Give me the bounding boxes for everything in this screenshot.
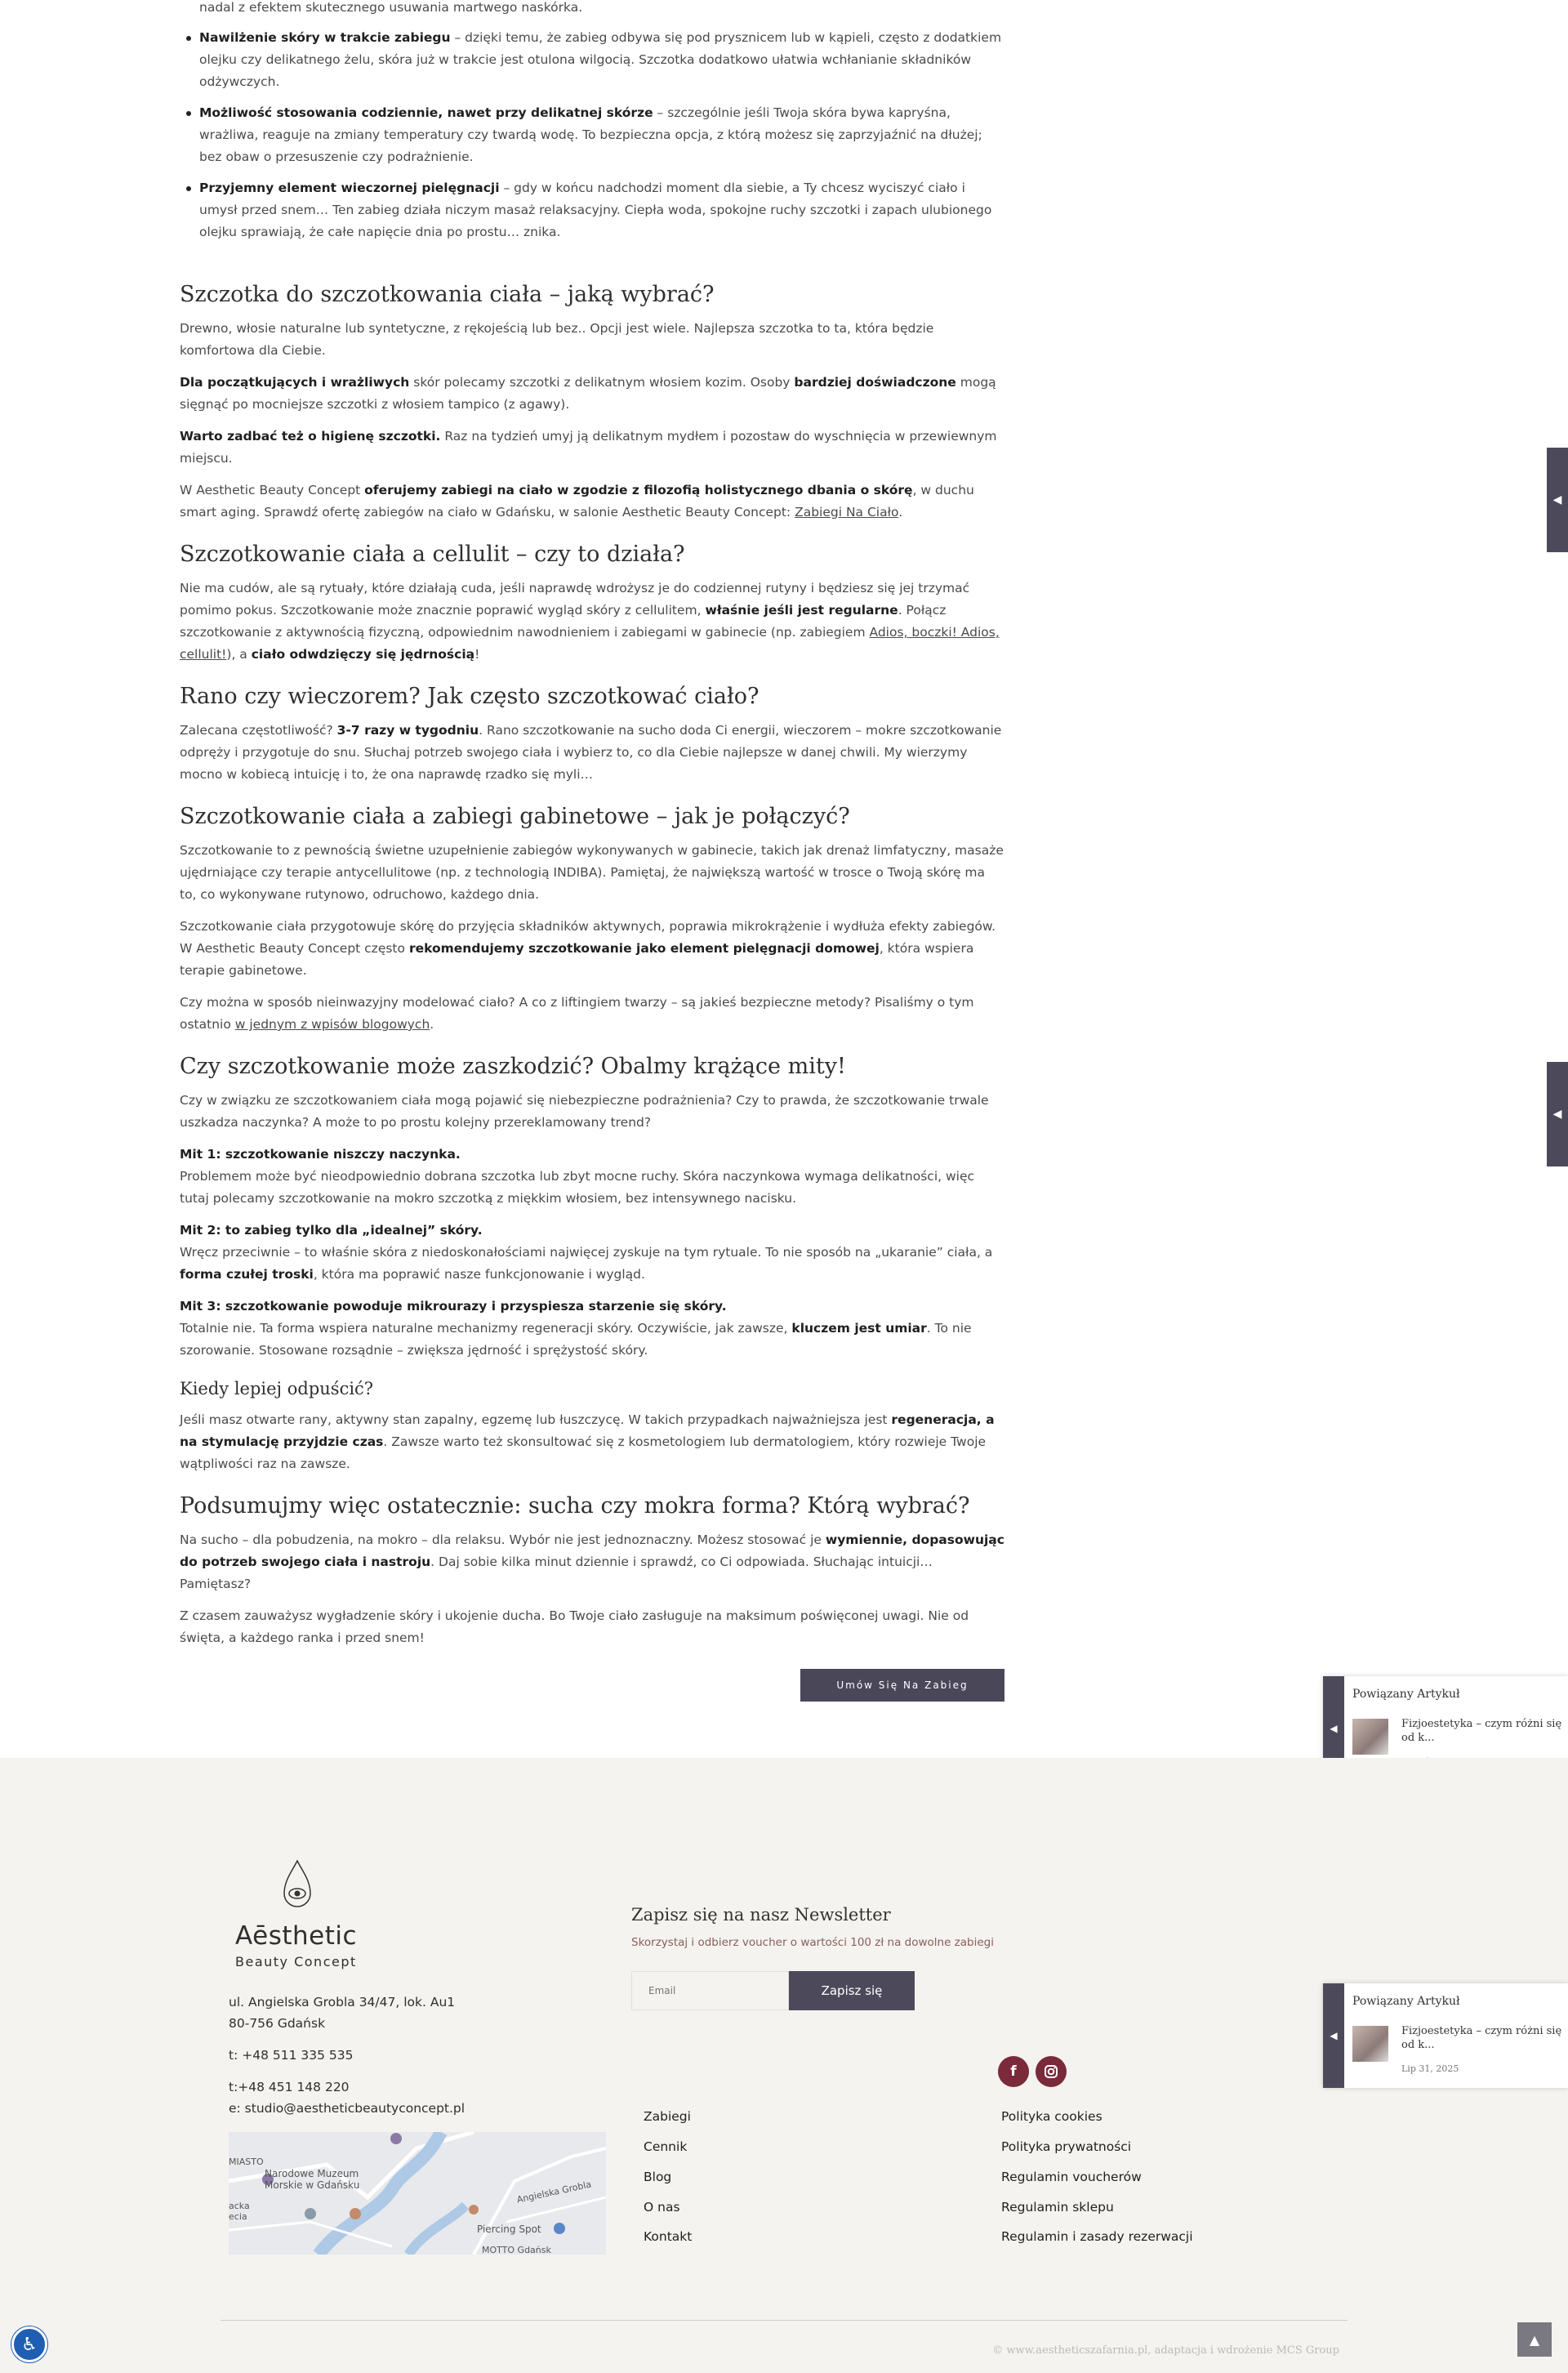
accessibility-icon[interactable]: ♿	[11, 2326, 47, 2362]
blog-post-link[interactable]: w jednym z wpisów blogowych	[234, 1017, 430, 1032]
myth-2: Mit 2: to zabieg tylko dla „idealnej” skóry. Wręcz przeciwnie – to właśnie skóra z niedoskonałościami najwięcej zyskuje na tym rytuale. To nie sposób na „ukaranie” ciała, a forma czułej troski, która ma poprawić nasze funkcjonowanie i wygląd.	[180, 1223, 993, 1282]
heading-when: Rano czy wieczorem? Jak często szczotkować ciało?	[180, 684, 760, 709]
list-item: Nawilżenie skóry w trakcie zabiegu – dzięki temu, że zabieg odbywa się pod prysznicem lub w kąpieli, często z dodatkiem olejku czy delikatnego żelu, skóra już w trakcie jest otulona wilgocią. Szczotka dodatkowo ułatwia wchłanianie składników odżywczych.	[199, 27, 1004, 93]
footer-link-cookies[interactable]: Polityka cookies	[1001, 2109, 1102, 2124]
paragraph: Szczotkowanie ciała przygotowuje skórę do przyjęcia składników aktywnych, poprawia mikrokrążenie i wydłuża efekty zabiegów. W Aesthetic Beauty Concept często rekomendujemy szczotkowanie jako element pielęgnacji domowej, która wspiera terapie gabinetowe.	[180, 919, 996, 978]
map-label: acka ecia	[229, 2201, 250, 2222]
heading-salon: Szczotkowanie ciała a zabiegi gabinetowe – jak je połączyć?	[180, 804, 850, 829]
intro-tail: nadal z efektem skutecznego usuwania martwego naskórka.	[199, 0, 583, 15]
footer-link-cennik[interactable]: Cennik	[644, 2139, 688, 2154]
map-label: Angielska Grobla	[515, 2179, 593, 2206]
related-thumbnail[interactable]	[1352, 2026, 1388, 2062]
adios-link[interactable]: Adios, boczki! Adios, cellulit!	[180, 625, 1000, 662]
footer-link-blog[interactable]: Blog	[644, 2170, 672, 2184]
paragraph: Z czasem zauważysz wygładzenie skóry i ukojenie ducha. Bo Twoje ciało zasługuje na maksimum poświęconej uwagi. Nie od święta, a każdego ranka i przed snem!	[180, 1608, 969, 1645]
footer-link-kontakt[interactable]: Kontakt	[644, 2229, 693, 2244]
chevron-left-icon[interactable]: ◀	[1323, 1983, 1344, 2088]
heading-stop: Kiedy lepiej odpuścić?	[180, 1379, 374, 1398]
paragraph: Na sucho – dla pobudzenia, na mokro – dla relaksu. Wybór nie jest jednoznaczny. Możesz stosować je wymiennie, dopasowując do potrzeb swojego ciała i nastroju. Daj sobie kilka minut dziennie i sprawdź, co Ci odpowiada. Słuchając intuicji… Pamiętasz?	[180, 1532, 1004, 1591]
chevron-left-icon: ◀	[1552, 1108, 1562, 1121]
heading-brush: Szczotka do szczotkowania ciała – jaką wybrać?	[180, 282, 715, 307]
facebook-icon[interactable]: f	[998, 2056, 1029, 2087]
footer-link-booking-rules[interactable]: Regulamin i zasady rezerwacji	[1001, 2229, 1193, 2244]
myth-3: Mit 3: szczotkowanie powoduje mikrourazy i przyspiesza starzenie się skóry. Totalnie nie. Ta forma wspiera naturalne mechanizmy regeneracji skóry. Oczywiście, jak zawsze, kluczem jest umiar. To nie szorowanie. Stosowane rozsądnie – zwiększa jędrność i sprężystość skóry.	[180, 1299, 972, 1358]
heading-cellulite: Szczotkowanie ciała a cellulit – czy to działa?	[180, 542, 685, 567]
footer-link-shop-rules[interactable]: Regulamin sklepu	[1001, 2200, 1114, 2215]
side-panel-tab[interactable]	[1547, 1062, 1568, 1166]
footer-link-privacy[interactable]: Polityka prywatności	[1001, 2139, 1132, 2154]
newsletter-title: Zapisz się na nasz Newsletter	[631, 1905, 891, 1925]
footer-link-o-nas[interactable]: O nas	[644, 2200, 680, 2215]
book-treatment-button[interactable]: Umów Się Na Zabieg	[800, 1669, 1004, 1702]
footer-divider	[220, 2320, 1348, 2321]
myth-1: Mit 1: szczotkowanie niszczy naczynka. Problemem może być nieodpowiednio dobrana szczotka lub zbyt mocne ruchy. Skóra naczynkowa wymaga delikatności, więc tutaj polecamy szczotkowanie na mokro szczotką z miękkim włosiem, bez intensywnego nacisku.	[180, 1147, 975, 1206]
subscribe-button[interactable]: Zapisz się	[789, 1971, 915, 2010]
email-link[interactable]: e: studio@aestheticbeautyconcept.pl	[229, 2101, 466, 2116]
side-panel-tab[interactable]	[1547, 448, 1568, 552]
location-map[interactable]	[229, 2132, 606, 2255]
logo-subtitle: Beauty Concept	[235, 1954, 357, 1969]
copyright: © www.aestheticszafarnia.pl, adaptacja i wdrożenie MCS Group	[992, 2344, 1339, 2357]
chevron-left-icon: ◀	[1552, 493, 1562, 506]
heading-myths: Czy szczotkowanie może zaszkodzić? Obalmy krążące mity!	[180, 1054, 846, 1079]
heading-summary: Podsumujmy więc ostatecznie: sucha czy mokra forma? Którą wybrać?	[180, 1493, 970, 1519]
paragraph: Dla początkujących i wrażliwych skór polecamy szczotki z delikatnym włosiem kozim. Osoby bardziej doświadczone mogą sięgnąć po mocniejsze szczotki z włosiem tampico (z agawy).	[180, 375, 996, 412]
paragraph: Jeśli masz otwarte rany, aktywny stan zapalny, egzemę lub łuszczycę. W takich przypadkach najważniejsza jest regeneracja, a na stymulację przyjdzie czas. Zawsze warto też skonsultować się z kosmetologiem lub dermatologiem, który rozwieje Twoje wątpliwości raz na zawsze.	[180, 1412, 995, 1471]
instagram-icon[interactable]	[1036, 2056, 1067, 2087]
map-label: MIASTO	[229, 2157, 264, 2167]
footer-link-vouchers[interactable]: Regulamin voucherów	[1001, 2170, 1142, 2184]
phone-2[interactable]: t:+48 451 148 220	[229, 2080, 350, 2094]
logo-drop-icon	[281, 1859, 314, 1916]
list-item: Możliwość stosowania codziennie, nawet przy delikatnej skórze – szczególnie jeśli Twoja skóra bywa kapryśna, wrażliwa, reaguje na zmiany temperatury czy twardą wodę. To bezpieczna opcja, z którą możesz się zaprzyjaźnić na dłużej; bez obaw o przesuszenie czy podrażnienie.	[199, 102, 1004, 168]
chevron-left-icon[interactable]: ◀	[1323, 1676, 1344, 1781]
map-label: Piercing Spot	[477, 2224, 541, 2235]
list-item: Przyjemny element wieczornej pielęgnacji – gdy w końcu nadchodzi moment dla siebie, a Ty chcesz wyciszyć ciało i umysł przed snem… Ten zabieg działa niczym masaż relaksacyjny. Ciepła woda, spokojne ruchy szczotki i zapach ulubionego olejku sprawiają, że całe napięcie dnia po prostu… znika.	[199, 177, 1004, 243]
address: ul. Angielska Grobla 34/47, lok. Au1 80-756 Gdańsk	[229, 1995, 456, 2031]
cta-row	[800, 1669, 1004, 1702]
paragraph: Nie ma cudów, ale są rytuały, które działają cuda, jeśli naprawdę wdrożysz je do codziennej rutyny i będziesz się jej trzymać pomimo pokus. Szczotkowanie może znacznie poprawić wygląd skóry z cellulitem, właśnie jeśli jest regularne. Połącz szczotkowanie z aktywnością fizyczną, odpowiednim nawodnieniem i zabiegami w gabinecie (np. zabiegiem Adios, boczki! Adios, cellulit!), a ciało odwdzięczy się jędrnością!	[180, 581, 1000, 662]
paragraph: W Aesthetic Beauty Concept oferujemy zabiegi na ciało w zgodzie z filozofią holistycznego dbania o skórę, w duchu smart aging. Sprawdź ofertę zabiegów na ciało w Gdańsku, w salonie Aesthetic Beauty Concept: Zabiegi Na Ciało.	[180, 483, 974, 520]
footer-link-zabiegi[interactable]: Zabiegi	[644, 2109, 691, 2124]
newsletter-email-input[interactable]	[631, 1971, 789, 2010]
map-label: MOTTO Gdańsk	[482, 2245, 551, 2255]
paragraph: Szczotkowanie to z pewnością świetne uzupełnienie zabiegów wykonywanych w gabinecie, takich jak drenaż limfatyczny, masaże ujędrniające czy terapie antycellulitowe (np. z technologią INDIBA). Pamiętaj, że największą wartość w trosce o Twoją skórę ma to, co wykonywane rutynowo, odruchowo, każdego dnia.	[180, 843, 1004, 902]
paragraph: Zalecana częstotliwość? 3-7 razy w tygodniu. Rano szczotkowanie na sucho doda Ci energii, wieczorem – mokre szczotkowanie odpręży i przygotuje do snu. Słuchaj potrzeb swojego ciała i wybierz to, co dla Ciebie najlepsze w danej chwili. My wierzymy mocno w kobiecą intuicję i to, że ona naprawdę rzadko się myli…	[180, 723, 1002, 782]
benefits-list	[180, 27, 1004, 252]
logo-name: Aēsthetic	[235, 1921, 358, 1951]
paragraph: Czy można w sposób nieinwazyjny modelować ciało? A co z liftingiem twarzy – są jakieś bezpieczne metody? Pisaliśmy o tym ostatnio w jednym z wpisów blogowych.	[180, 995, 974, 1032]
body-treatments-link[interactable]: Zabiegi Na Ciało	[795, 505, 899, 520]
related-title[interactable]: Fizjoestetyka – czym różni się od k...	[1401, 2025, 1562, 2051]
newsletter-subtitle: Skorzystaj i odbierz voucher o wartości 100 zł na dowolne zabiegi	[631, 1936, 994, 1949]
phone-1[interactable]: t: +48 511 335 535	[229, 2048, 354, 2063]
related-thumbnail[interactable]	[1352, 1719, 1388, 1755]
related-heading: Powiązany Artykuł	[1352, 1995, 1460, 2008]
related-date: Lip 31, 2025	[1401, 2063, 1459, 2074]
map-label: Narodowe Muzeum Morskie w Gdańsku	[265, 2168, 360, 2191]
related-heading: Powiązany Artykuł	[1352, 1688, 1460, 1701]
related-title[interactable]: Fizjoestetyka – czym różni się od k...	[1401, 1718, 1562, 1744]
paragraph: Warto zadbać też o higienę szczotki. Raz na tydzień umyj ją delikatnym mydłem i pozostaw do wyschnięcia w przewiewnym miejscu.	[180, 429, 997, 466]
paragraph: Czy w związku ze szczotkowaniem ciała mogą pojawić się niebezpieczne podrażnienia? Czy to prawda, że szczotkowanie trwale uszkadza naczynka? A może to po prostu kolejny przereklamowany trend?	[180, 1093, 989, 1130]
paragraph: Drewno, włosie naturalne lub syntetyczne, z rękojeścią lub bez.. Opcji jest wiele. Najlepsza szczotka to ta, która będzie komfortowa dla Ciebie.	[180, 321, 934, 358]
related-article-widget[interactable]	[1323, 1983, 1568, 2088]
chevron-up-icon[interactable]: ▲	[1517, 2322, 1552, 2357]
